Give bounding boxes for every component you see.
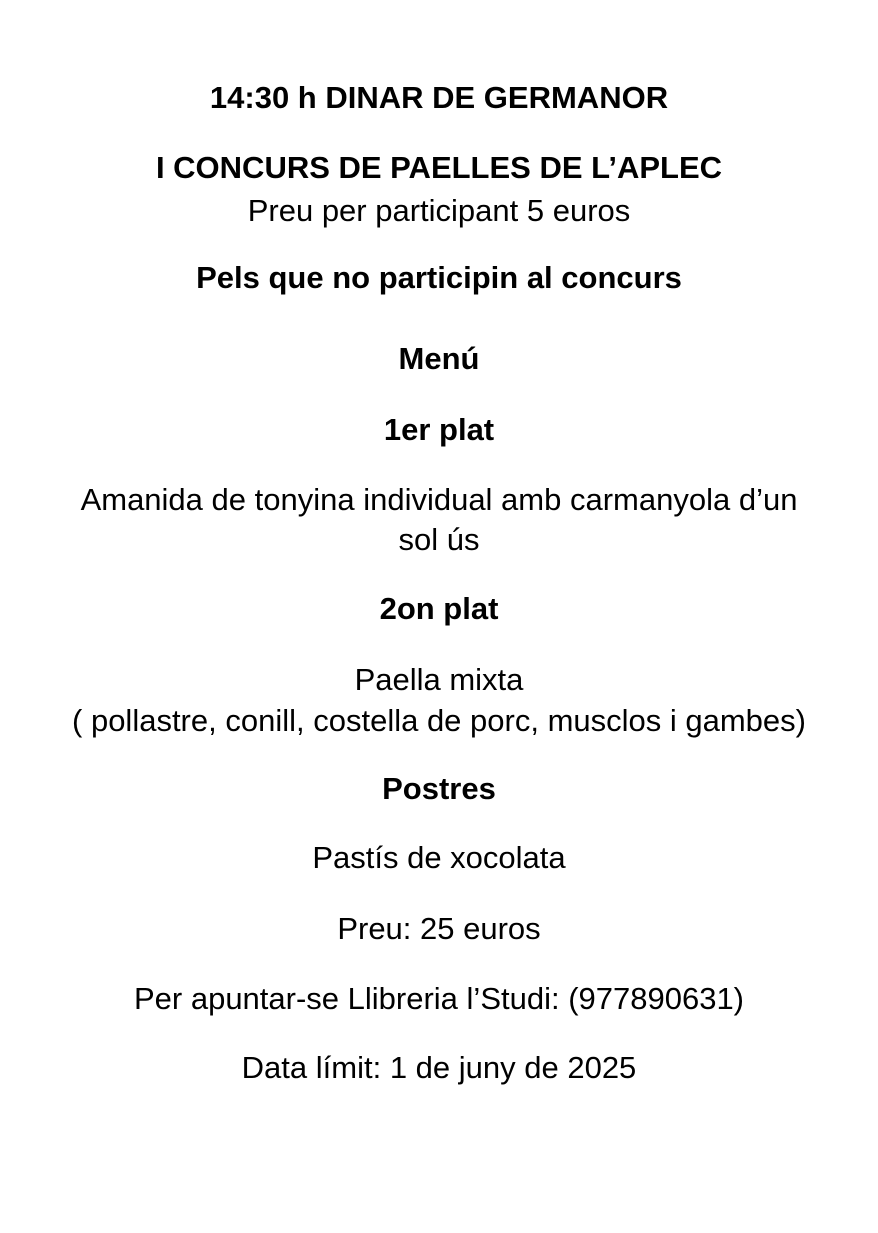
- menu-heading: Menú: [398, 341, 480, 376]
- signup-info: Per apuntar-se Llibreria l’Studi: (977890631): [133, 981, 745, 1016]
- second-course-line1: Paella mixta: [354, 662, 524, 697]
- contest-price: Preu per participant 5 euros: [247, 193, 631, 228]
- contest-title: I CONCURS DE PAELLES DE L’APLEC: [155, 150, 723, 185]
- second-course-line2: ( pollastre, conill, costella de porc, musclos i gambes): [72, 703, 806, 738]
- deadline: Data límit: 1 de juny de 2025: [241, 1050, 637, 1085]
- first-course-heading: 1er plat: [383, 412, 495, 447]
- first-course-line2: sol ús: [398, 522, 480, 557]
- second-course-heading: 2on plat: [379, 591, 499, 626]
- lunch-title: 14:30 h DINAR DE GERMANOR: [209, 80, 669, 115]
- menu-price: Preu: 25 euros: [337, 911, 541, 946]
- first-course-line1: Amanida de tonyina individual amb carmanyola d’un: [80, 482, 798, 517]
- dessert-heading: Postres: [382, 771, 496, 806]
- non-participants-heading: Pels que no participin al concurs: [196, 260, 682, 295]
- dessert-item: Pastís de xocolata: [312, 840, 566, 875]
